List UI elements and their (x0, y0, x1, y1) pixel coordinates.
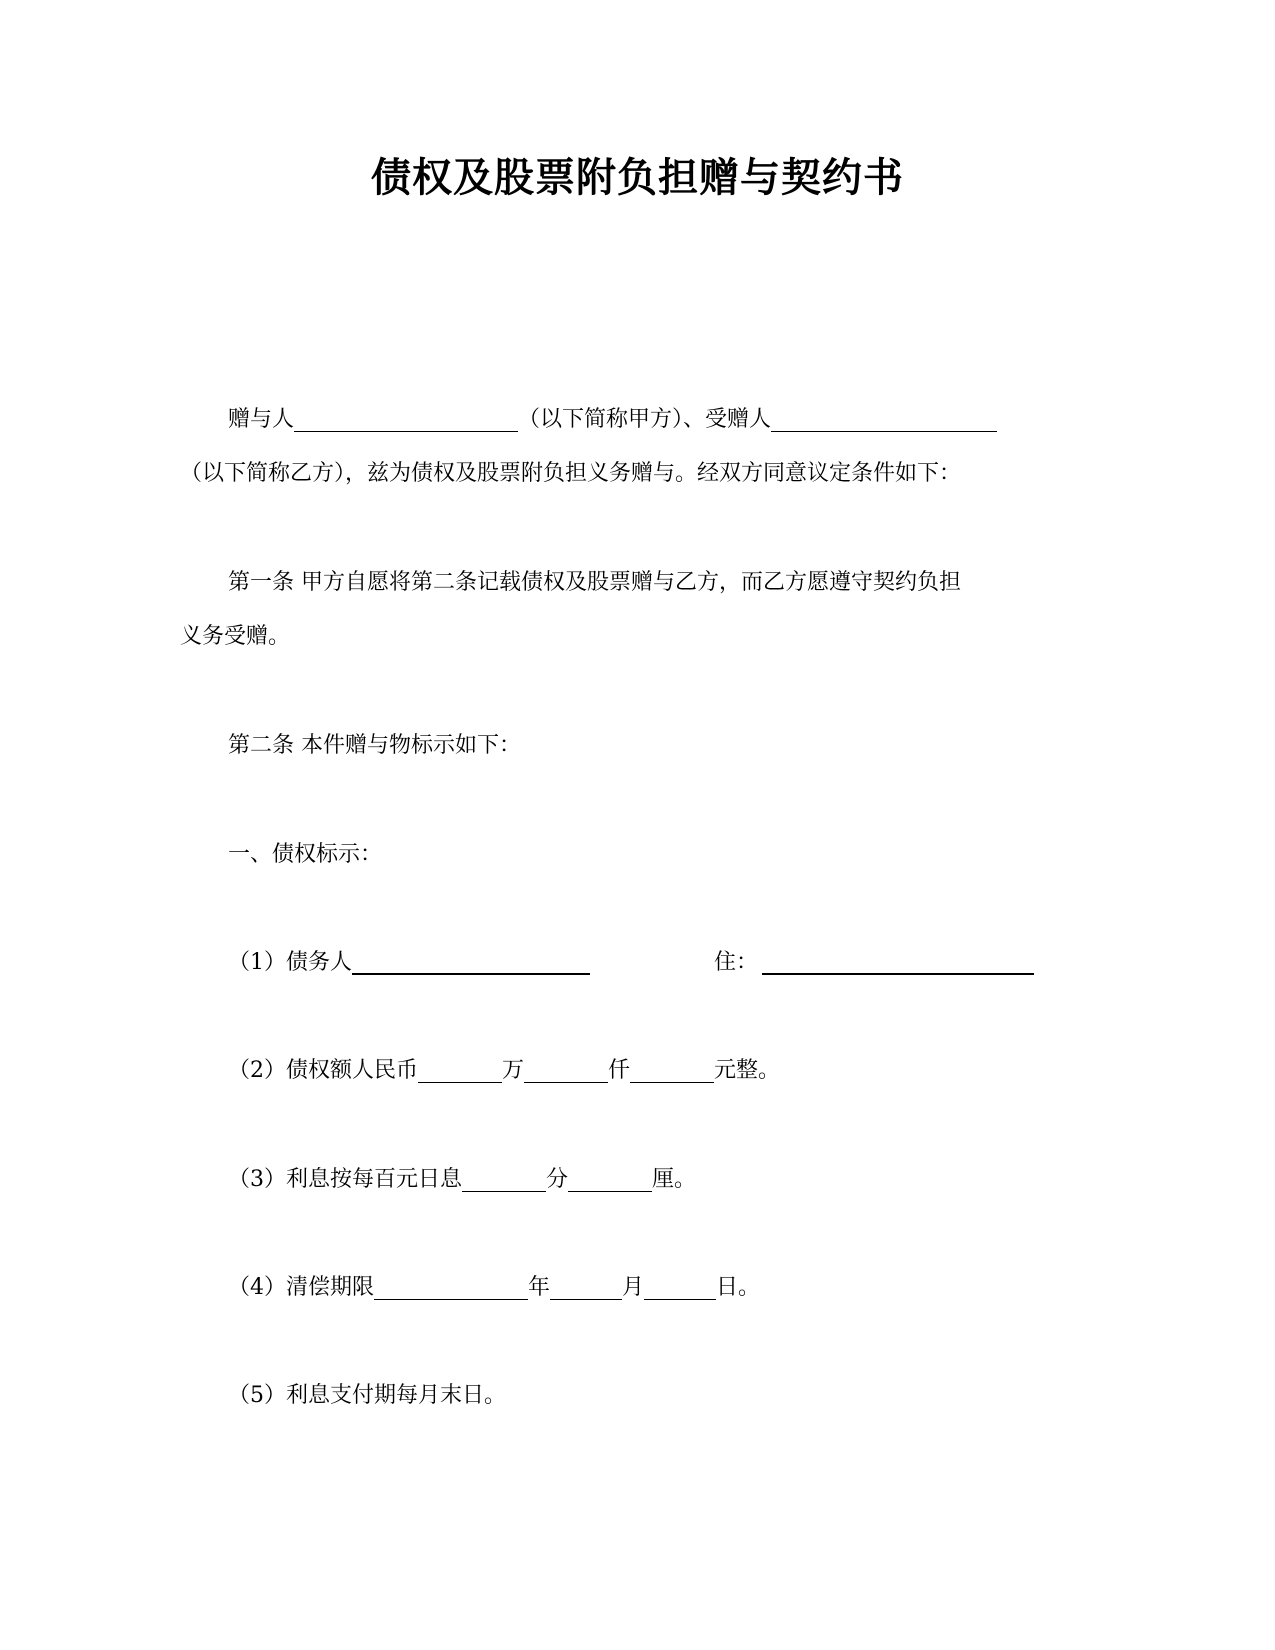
donor-label: 赠与人 (228, 407, 295, 432)
article-1-line-2: 义务受赠。 (180, 624, 291, 649)
item-1-debtor (228, 948, 590, 978)
intro-line-2: （以下简称乙方），兹为债权及股票附负担义务赠与。经双方同意议定条件如下： (180, 461, 962, 486)
interest-label: （3）利息按每百元日息 (228, 1167, 462, 1192)
unit-fen: 分 (546, 1167, 569, 1192)
debtor-name-blank (352, 951, 590, 975)
document-title: 债权及股票附负担赠与契约书 (371, 155, 904, 201)
unit-wan: 万 (502, 1058, 525, 1083)
unit-qian: 仟 (608, 1058, 631, 1083)
debtor-label: （1）债务人 (228, 950, 352, 975)
item-3-interest (228, 1165, 696, 1195)
article-1-line-1: 第一条 甲方自愿将第二条记载债权及股票赠与乙方，而乙方愿遵守契约负担 (228, 570, 961, 595)
unit-day: 日。 (716, 1275, 761, 1300)
address-label: 住： (714, 950, 759, 975)
item-1-address (714, 948, 1034, 978)
donee-name-blank (771, 409, 997, 432)
section-1-heading: 一、债权标示： (228, 842, 383, 867)
unit-yuan: 元整。 (714, 1058, 781, 1083)
item-5-payment-period: （5）利息支付期每月末日。 (228, 1383, 506, 1408)
unit-li: 厘。 (652, 1167, 697, 1192)
interest-fen-blank (462, 1169, 546, 1192)
donor-name-blank (294, 409, 518, 432)
term-day-blank (644, 1277, 716, 1300)
amount-yuan-blank (630, 1060, 714, 1083)
term-year-blank (374, 1277, 528, 1300)
term-label: （4）清偿期限 (228, 1275, 374, 1300)
unit-month: 月 (622, 1275, 645, 1300)
unit-year: 年 (528, 1275, 551, 1300)
item-2-amount (228, 1056, 780, 1086)
donor-alias-text: （以下简称甲方）、受赠人 (518, 407, 772, 432)
article-2-heading: 第二条 本件赠与物标示如下： (228, 733, 521, 758)
amount-wan-blank (418, 1060, 502, 1083)
interest-li-blank (568, 1169, 652, 1192)
item-4-term (228, 1273, 760, 1303)
intro-line-1 (228, 405, 997, 435)
amount-label: （2）债权额人民币 (228, 1058, 418, 1083)
amount-qian-blank (524, 1060, 608, 1083)
address-blank (762, 951, 1034, 975)
term-month-blank (550, 1277, 622, 1300)
